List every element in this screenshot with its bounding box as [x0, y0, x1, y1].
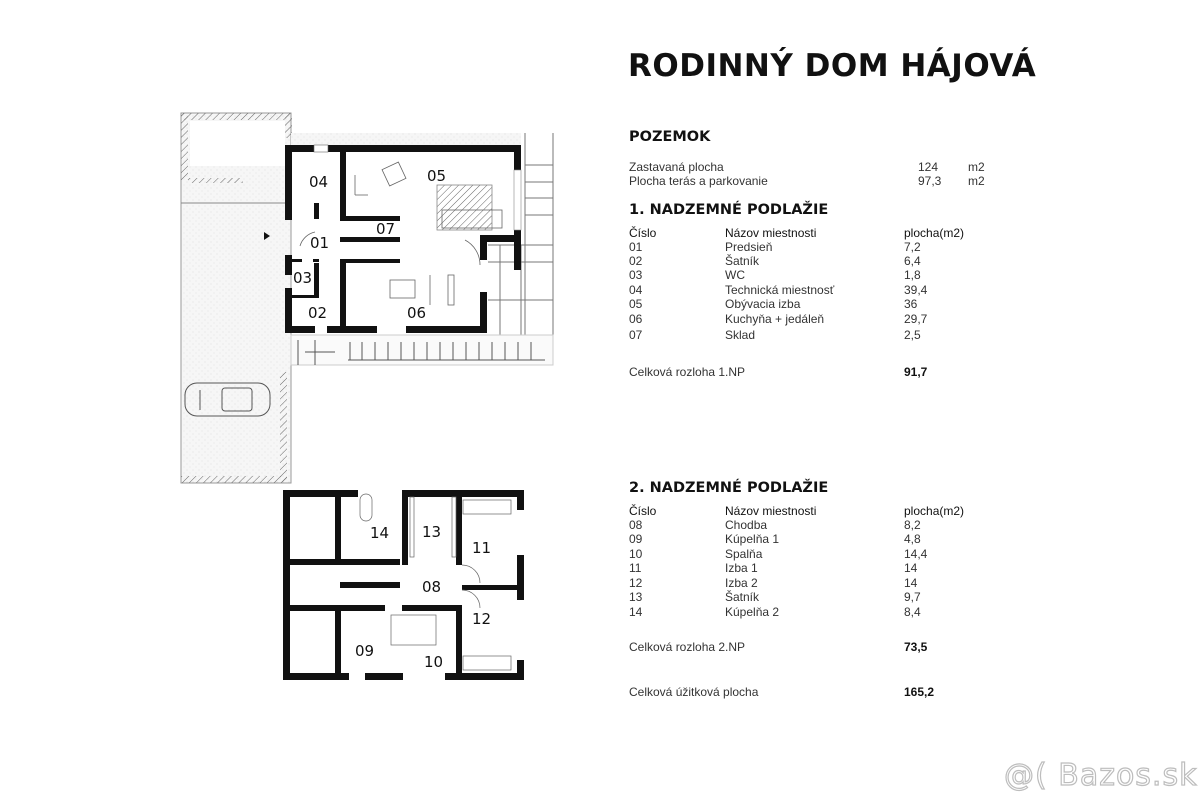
total-value: 91,7	[904, 365, 928, 379]
room-name: Kúpelňa 2	[725, 605, 780, 619]
room-name: Sklad	[725, 328, 756, 342]
room-name: Predsieň	[725, 240, 773, 254]
section-heading-floor1: 1. NADZEMNÉ PODLAŽIE	[629, 202, 829, 218]
summary-value: 165,2	[904, 685, 935, 699]
room-number: 01	[629, 240, 643, 254]
pozemok-value: 124	[918, 160, 939, 174]
room-number: 08	[629, 518, 643, 532]
room-area: 1,8	[904, 268, 921, 282]
room-label-09: 09	[355, 642, 375, 660]
room-name: Obývacia izba	[725, 297, 801, 311]
room-label-10: 10	[424, 653, 444, 671]
room-label-03: 03	[293, 269, 313, 287]
room-area: 14	[904, 561, 918, 575]
room-area: 39,4	[904, 283, 928, 297]
room-area: 6,4	[904, 254, 921, 268]
pozemok-label: Zastavaná plocha	[629, 160, 724, 174]
room-number: 04	[629, 283, 643, 297]
room-area: 36	[904, 297, 918, 311]
room-name: Kúpelňa 1	[725, 532, 780, 546]
section-heading-pozemok: POZEMOK	[629, 129, 711, 145]
room-area: 2,5	[904, 328, 921, 342]
room-name: Izba 1	[725, 561, 758, 575]
col-header-name: Názov miestnosti	[725, 226, 817, 240]
pozemok-label: Plocha terás a parkovanie	[629, 174, 768, 188]
room-area: 14	[904, 576, 918, 590]
room-number: 10	[629, 547, 643, 561]
room-label-13: 13	[422, 523, 442, 541]
room-area: 4,8	[904, 532, 921, 546]
room-label-05: 05	[427, 167, 447, 185]
room-label-07: 07	[376, 220, 396, 238]
upper-floor-plan	[283, 490, 524, 680]
room-label-14: 14	[370, 524, 390, 542]
room-label-12: 12	[472, 610, 492, 628]
ground-floor-plan	[181, 113, 553, 483]
room-name: Kuchyňa + jedáleň	[725, 312, 825, 326]
total-label: Celková rozloha 2.NP	[629, 640, 746, 654]
col-header-name: Názov miestnosti	[725, 504, 817, 518]
bazos-watermark: @( Bazos.sk	[1004, 758, 1198, 793]
col-header-number: Číslo	[629, 504, 657, 518]
room-label-02: 02	[308, 304, 328, 322]
total-label: Celková rozloha 1.NP	[629, 365, 746, 379]
room-label-08: 08	[422, 578, 442, 596]
room-label-06: 06	[407, 304, 427, 322]
col-header-area: plocha(m2)	[904, 226, 965, 240]
room-name: Technická miestnosť	[725, 283, 835, 297]
room-name: Chodba	[725, 518, 768, 532]
room-number: 06	[629, 312, 643, 326]
room-name: Šatník	[725, 590, 760, 604]
room-number: 05	[629, 297, 643, 311]
room-number: 03	[629, 268, 643, 282]
room-number: 12	[629, 576, 643, 590]
page-title: RODINNÝ DOM HÁJOVÁ	[628, 48, 1037, 84]
room-area: 29,7	[904, 312, 928, 326]
pozemok-value: 97,3	[918, 174, 942, 188]
pozemok-unit: m2	[968, 160, 985, 174]
room-area: 9,7	[904, 590, 921, 604]
room-number: 11	[629, 561, 642, 575]
room-number: 02	[629, 254, 643, 268]
room-number: 07	[629, 328, 643, 342]
room-label-01: 01	[310, 234, 330, 252]
room-area: 7,2	[904, 240, 921, 254]
room-name: Šatník	[725, 254, 760, 268]
room-name: Izba 2	[725, 576, 758, 590]
total-value: 73,5	[904, 640, 928, 654]
col-header-area: plocha(m2)	[904, 504, 965, 518]
summary-label: Celková úžitková plocha	[629, 685, 759, 699]
room-number: 13	[629, 590, 643, 604]
room-label-04: 04	[309, 173, 329, 191]
room-number: 09	[629, 532, 643, 546]
col-header-number: Číslo	[629, 226, 657, 240]
room-name: Spalňa	[725, 547, 763, 561]
room-area: 8,4	[904, 605, 921, 619]
room-area: 8,2	[904, 518, 921, 532]
room-label-11: 11	[472, 539, 492, 557]
section-heading-floor2: 2. NADZEMNÉ PODLAŽIE	[629, 480, 829, 496]
room-name: WC	[725, 268, 745, 282]
room-area: 14,4	[904, 547, 928, 561]
room-number: 14	[629, 605, 643, 619]
pozemok-unit: m2	[968, 174, 985, 188]
